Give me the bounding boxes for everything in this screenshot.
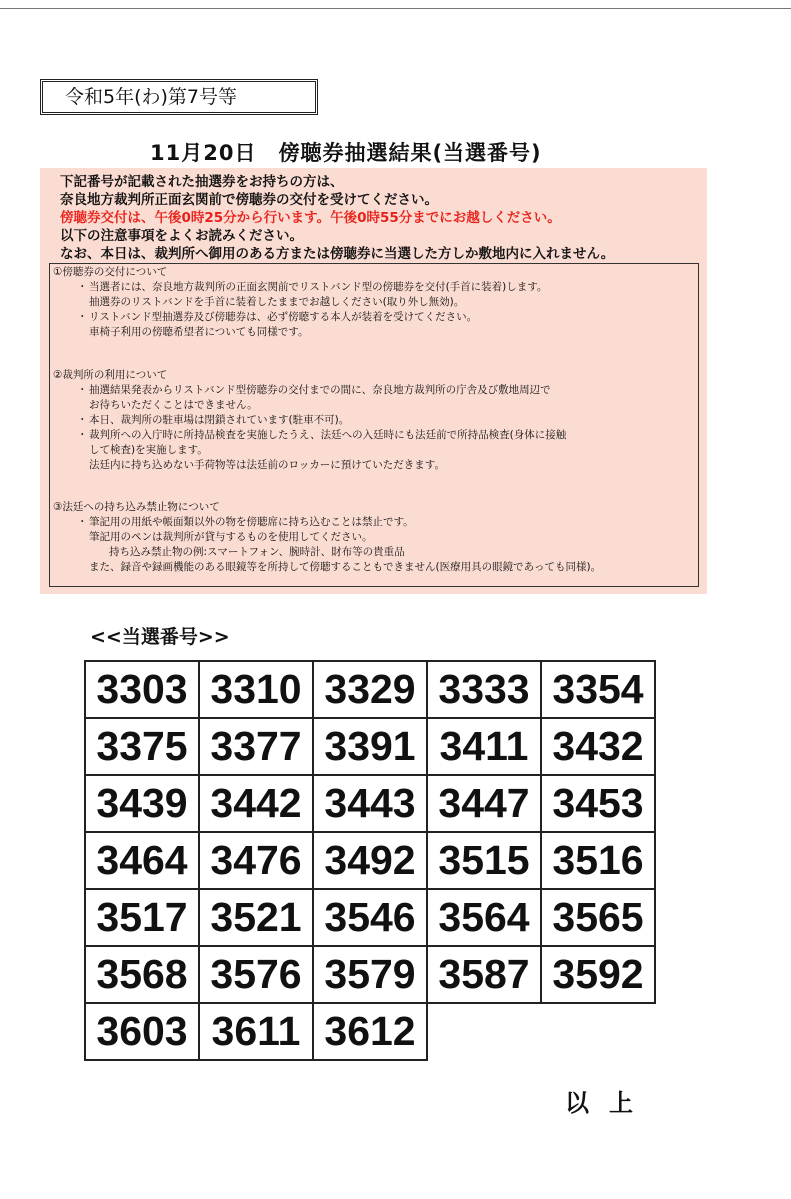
bullet-item bbox=[53, 515, 601, 530]
bullet-item bbox=[53, 280, 547, 295]
section-heading: ③法廷への持ち込み禁止物について bbox=[53, 501, 220, 513]
winning-number-cell: 3464 bbox=[85, 832, 199, 889]
bullet-dot: ・ bbox=[77, 281, 88, 293]
winning-numbers-heading: <<当選番号>> bbox=[90, 626, 230, 648]
winning-number-cell: 3603 bbox=[85, 1003, 199, 1060]
winning-number-cell: 3439 bbox=[85, 775, 199, 832]
section-court-use bbox=[53, 368, 566, 473]
bullet-text: 筆記用の用紙や帳面類以外の物を傍聴席に持ち込むことは禁止です。 bbox=[89, 516, 414, 528]
continuation-text: 筆記用のペンは裁判所が貸与するものを使用してください。 bbox=[89, 531, 373, 543]
winning-number-cell: 3565 bbox=[541, 889, 655, 946]
winning-number-cell: 3592 bbox=[541, 946, 655, 1003]
bullet-item bbox=[53, 310, 547, 325]
bullet-text: 裁判所への入庁時に所持品検査を実施したうえ、法廷への入廷時にも法廷前で所持品検査(身体に接触 bbox=[89, 429, 567, 441]
continuation-text: して検査)を実施します。 bbox=[89, 444, 208, 456]
bullet-dot: ・ bbox=[77, 429, 88, 441]
closing-mark: 以上 bbox=[565, 1089, 653, 1117]
bullet-item bbox=[53, 383, 566, 398]
table-row bbox=[85, 661, 655, 718]
continuation-text: 法廷内に持ち込めない手荷物等は法廷前のロッカーに預けていただきます。 bbox=[89, 459, 445, 471]
winning-number-cell: 3579 bbox=[313, 946, 427, 1003]
winning-number-cell: 3354 bbox=[541, 661, 655, 718]
winning-number-cell: 3576 bbox=[199, 946, 313, 1003]
section-ticket-issuance bbox=[53, 265, 547, 340]
intro-line: 奈良地方裁判所正面玄関前で傍聴券の交付を受けてください。 bbox=[60, 192, 438, 208]
bullet-dot: ・ bbox=[77, 414, 88, 426]
winning-number-cell: 3329 bbox=[313, 661, 427, 718]
winning-number-cell: 3568 bbox=[85, 946, 199, 1003]
winning-number-cell: 3492 bbox=[313, 832, 427, 889]
winning-number-cell: 3443 bbox=[313, 775, 427, 832]
table-row bbox=[85, 718, 655, 775]
winning-number-cell: 3521 bbox=[199, 889, 313, 946]
winning-number-cell: 3377 bbox=[199, 718, 313, 775]
winning-number-cell: 3411 bbox=[427, 718, 541, 775]
winning-number-cell: 3447 bbox=[427, 775, 541, 832]
case-number-box: 令和5年(わ)第7号等 bbox=[40, 79, 318, 115]
top-rule bbox=[0, 8, 791, 9]
empty-cell bbox=[427, 1003, 541, 1060]
table-row bbox=[85, 1003, 655, 1060]
section-heading: ①傍聴券の交付について bbox=[53, 266, 168, 278]
rules-box bbox=[49, 263, 699, 587]
bullet-dot: ・ bbox=[77, 516, 88, 528]
winning-number-cell: 3516 bbox=[541, 832, 655, 889]
bullet-text: リストバンド型抽選券及び傍聴券は、必ず傍聴する本人が装着を受けてください。 bbox=[89, 311, 478, 323]
winning-number-cell: 3333 bbox=[427, 661, 541, 718]
bullet-dot: ・ bbox=[77, 384, 88, 396]
intro-line: 以下の注意事項をよくお読みください。 bbox=[60, 228, 303, 244]
prohibited-example: 持ち込み禁止物の例:スマートフォン、腕時計、財布等の貴重品 bbox=[109, 546, 405, 558]
table-row bbox=[85, 832, 655, 889]
intro-line: 下記番号が記載された抽選券をお持ちの方は、 bbox=[60, 174, 344, 190]
continuation-text: また、録音や録画機能のある眼鏡等を所持して傍聴することもできません(医療用具の眼鏡であっても同様)。 bbox=[89, 561, 602, 573]
winning-number-cell: 3546 bbox=[313, 889, 427, 946]
intro-line: なお、本日は、裁判所へ御用のある方または傍聴券に当選した方しか敷地内に入れません。 bbox=[60, 246, 615, 262]
bullet-text: 抽選結果発表からリストバンド型傍聴券の交付までの間に、奈良地方裁判所の庁舎及び敷地周辺で bbox=[89, 384, 551, 396]
winning-number-cell: 3310 bbox=[199, 661, 313, 718]
section-prohibited-items bbox=[53, 500, 601, 575]
bullet-text: 当選者には、奈良地方裁判所の正面玄関前でリストバンド型の傍聴券を交付(手首に装着)します。 bbox=[89, 281, 548, 293]
page-title: 11月20日 傍聴券抽選結果(当選番号) bbox=[150, 141, 542, 165]
winning-number-cell: 3303 bbox=[85, 661, 199, 718]
winning-number-cell: 3453 bbox=[541, 775, 655, 832]
winning-number-cell: 3442 bbox=[199, 775, 313, 832]
intro-line-red: 傍聴券交付は、午後0時25分から行います。午後0時55分までにお越しください。 bbox=[60, 210, 561, 226]
table-row bbox=[85, 775, 655, 832]
bullet-item bbox=[53, 413, 566, 428]
winning-number-cell: 3375 bbox=[85, 718, 199, 775]
continuation-text: 車椅子利用の傍聴希望者についても同様です。 bbox=[89, 326, 309, 338]
section-heading: ②裁判所の利用について bbox=[53, 369, 168, 381]
winning-number-cell: 3432 bbox=[541, 718, 655, 775]
intro-text bbox=[60, 173, 614, 263]
notice-panel bbox=[40, 168, 707, 594]
table-row bbox=[85, 889, 655, 946]
winning-number-cell: 3517 bbox=[85, 889, 199, 946]
winning-number-cell: 3564 bbox=[427, 889, 541, 946]
bullet-text: 本日、裁判所の駐車場は閉鎖されています(駐車不可)。 bbox=[89, 414, 350, 426]
winning-number-cell: 3612 bbox=[313, 1003, 427, 1060]
continuation-text: 抽選券のリストバンドを手首に装着したままでお越しください(取り外し無効)。 bbox=[89, 296, 465, 308]
winning-numbers-table bbox=[84, 660, 656, 1061]
table-row bbox=[85, 946, 655, 1003]
winning-number-cell: 3515 bbox=[427, 832, 541, 889]
winning-number-cell: 3611 bbox=[199, 1003, 313, 1060]
winning-number-cell: 3391 bbox=[313, 718, 427, 775]
winning-number-cell: 3587 bbox=[427, 946, 541, 1003]
continuation-text: お待ちいただくことはできません。 bbox=[89, 399, 258, 411]
winning-number-cell: 3476 bbox=[199, 832, 313, 889]
bullet-dot: ・ bbox=[77, 311, 88, 323]
bullet-item bbox=[53, 428, 566, 443]
empty-cell bbox=[541, 1003, 655, 1060]
